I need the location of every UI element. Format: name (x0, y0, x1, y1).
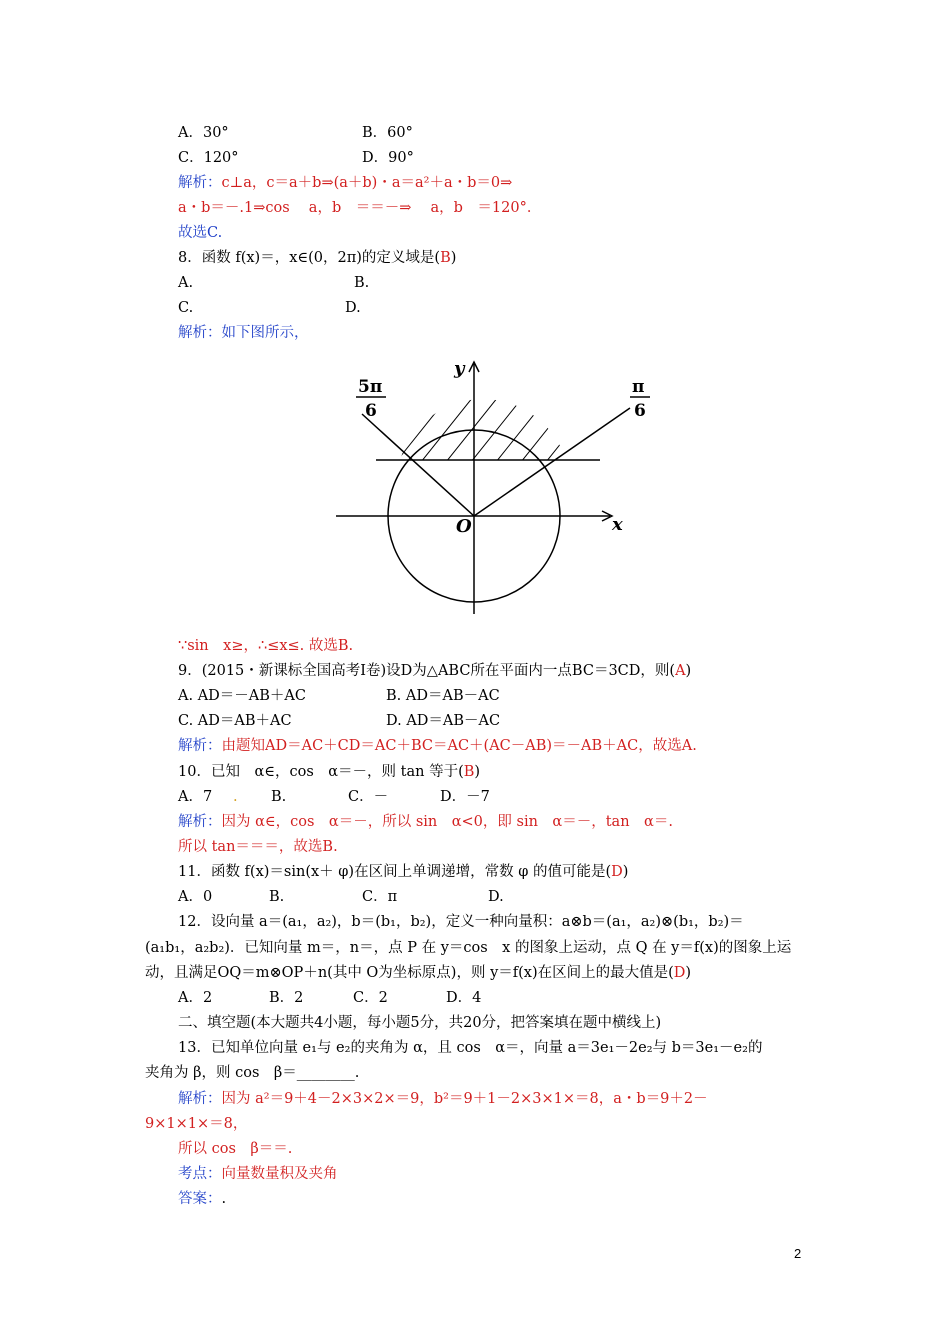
q8-option-d: D. (345, 300, 361, 316)
q13-kaodian (178, 1164, 338, 1184)
section-heading: 二、填空题(本大题共4小题，每小题5分，共20分，把答案填在题中横线上) (178, 1015, 662, 1031)
y-axis-label: y (454, 358, 465, 379)
q12-answer: D (673, 965, 686, 981)
q10-answer: B (463, 764, 475, 780)
left-angle-numerator: 5π (358, 377, 383, 397)
q13-line2: 夹角为 β，则 cos β＝________. (145, 1065, 360, 1081)
origin-label: O (456, 516, 472, 537)
q12-close: ) (685, 965, 692, 981)
solution-label: 解析： (178, 814, 222, 830)
kaodian-label: 考点： (178, 1166, 222, 1182)
q12-option-c: C．2 (353, 990, 388, 1006)
q8-answer: B (440, 250, 451, 266)
q13-solution-line2: 9×1×1×＝8， (145, 1116, 248, 1132)
unit-circle-diagram (328, 352, 660, 622)
answer-text: . (221, 1191, 227, 1207)
q9-answer: A (675, 663, 686, 679)
solution-label: 解析： (178, 325, 222, 341)
page-number: 2 (794, 1246, 802, 1261)
q8-close: ) (450, 250, 457, 266)
q9-option-c: C. AD＝AB＋AC (178, 713, 292, 729)
solution-label: 解析： (178, 175, 222, 191)
q7-solution-line3: 故选C. (178, 225, 223, 241)
right-angle-numerator: π (632, 377, 645, 397)
q7-solution-line1 (178, 173, 512, 193)
q11-option-d: D. (488, 889, 504, 905)
solution-text: c⊥a，c＝a＋b⇒(a＋b)・a＝a²＋a・b＝0⇒ (221, 175, 513, 191)
q9-stem (178, 661, 691, 681)
q9-option-a: A. AD＝－AB＋AC (178, 688, 306, 704)
q7-option-d: D．90° (362, 150, 414, 166)
q10-solution-line2: 所以 tan＝＝＝，故选B. (178, 839, 338, 855)
q9-option-b: B. AD＝AB－AC (386, 688, 500, 704)
q10-mark: . (233, 789, 238, 805)
q9-solution (178, 736, 697, 756)
q13-answer (178, 1189, 226, 1209)
solution-label: 解析： (178, 738, 222, 754)
q7-option-a: A．30° (178, 125, 229, 141)
solution-text: 因为 a²＝9＋4－2×3×2×＝9，b²＝9＋1－2×3×1×＝8，a・b＝9＋2－ (221, 1091, 708, 1107)
q10-stem-text: 10．已知 α∈，cos α＝－，则 tan 等于( (178, 764, 464, 780)
q10-option-b: B. (271, 789, 287, 805)
q12-option-b: B．2 (269, 990, 304, 1006)
q11-option-c: C．π (362, 889, 398, 905)
q10-stem (178, 762, 480, 782)
q10-solution (178, 812, 673, 832)
q10-option-c: C．－ (348, 789, 389, 805)
unit-circle-figure (328, 352, 660, 622)
q11-close: ) (622, 864, 629, 880)
q8-stem-text: 8．函数 f(x)＝，x∈(0，2π)的定义域是( (178, 250, 441, 266)
q10-option-d: D．－7 (440, 789, 490, 805)
q10-option-a: A．7 (178, 789, 213, 805)
q8-conclusion: ∵sin x≥，∴≤x≤. 故选B. (178, 638, 354, 654)
q11-stem (178, 862, 628, 882)
q9-close: ) (685, 663, 692, 679)
solution-text: 因为 α∈，cos α＝－，所以 sin α<0，即 sin α＝－，tan α＝. (221, 814, 673, 830)
answer-label: 答案： (178, 1191, 222, 1207)
q7-solution-line2: a・b＝－.1⇒cos a，b ＝＝－⇒ a，b ＝120°． (178, 200, 542, 216)
q8-stem (178, 248, 456, 268)
q9-stem-text: 9．(2015・新课标全国高考Ⅰ卷)设D为△ABC所在平面内一点BC＝3CD，则( (178, 663, 676, 679)
q13-solution-line3: 所以 cos β＝＝. (178, 1141, 293, 1157)
q13-line1: 13．已知单位向量 e₁与 e₂的夹角为 α，且 cos α＝，向量 a＝3e₁－2e₂与 b＝3e₁－e₂的 (178, 1040, 763, 1056)
q8-option-b: B. (354, 275, 370, 291)
q13-solution-line1 (178, 1089, 708, 1109)
q11-answer: D (611, 864, 623, 880)
q11-option-a: A．0 (178, 889, 213, 905)
q12-option-d: D．4 (446, 990, 482, 1006)
left-angle-denominator: 6 (365, 401, 377, 421)
right-angle-denominator: 6 (634, 401, 646, 421)
q12-line3-text: 动，且满足OQ＝m⊗OP＋n(其中 O为坐标原点)，则 y＝f(x)在区间上的最大值是( (145, 965, 674, 981)
x-axis-label: x (612, 514, 623, 535)
q12-option-a: A．2 (178, 990, 213, 1006)
q12-line3 (145, 963, 691, 983)
solution-text: 由题知AD＝AC＋CD＝AC＋BC＝AC＋(AC－AB)＝－AB＋AC，故选A. (221, 738, 697, 754)
q7-option-c: C．120° (178, 150, 239, 166)
q8-option-a: A. (178, 275, 194, 291)
q8-option-c: C. (178, 300, 194, 316)
q9-option-d: D. AD＝AB－AC (386, 713, 501, 729)
solution-label: 解析： (178, 1091, 222, 1107)
kaodian-text: 向量数量积及夹角 (221, 1166, 338, 1182)
q11-option-b: B. (269, 889, 285, 905)
q12-line2: (a₁b₁，a₂b₂)．已知向量 m＝，n＝，点 P 在 y＝cos x 的图象上运动，点 Q 在 y＝f(x)的图象上运 (145, 940, 792, 956)
q8-solution (178, 323, 309, 343)
q12-line1: 12．设向量 a＝(a₁，a₂)，b＝(b₁，b₂)，定义一种向量积：a⊗b＝(a₁，a₂)⊗(b₁，b₂)＝ (178, 914, 744, 930)
q10-close: ) (474, 764, 481, 780)
solution-text: 如下图所示， (221, 325, 309, 341)
q7-option-b: B．60° (362, 125, 413, 141)
q11-stem-text: 11．函数 f(x)＝sin(x＋ φ)在区间上单调递增，常数 φ 的值可能是( (178, 864, 612, 880)
